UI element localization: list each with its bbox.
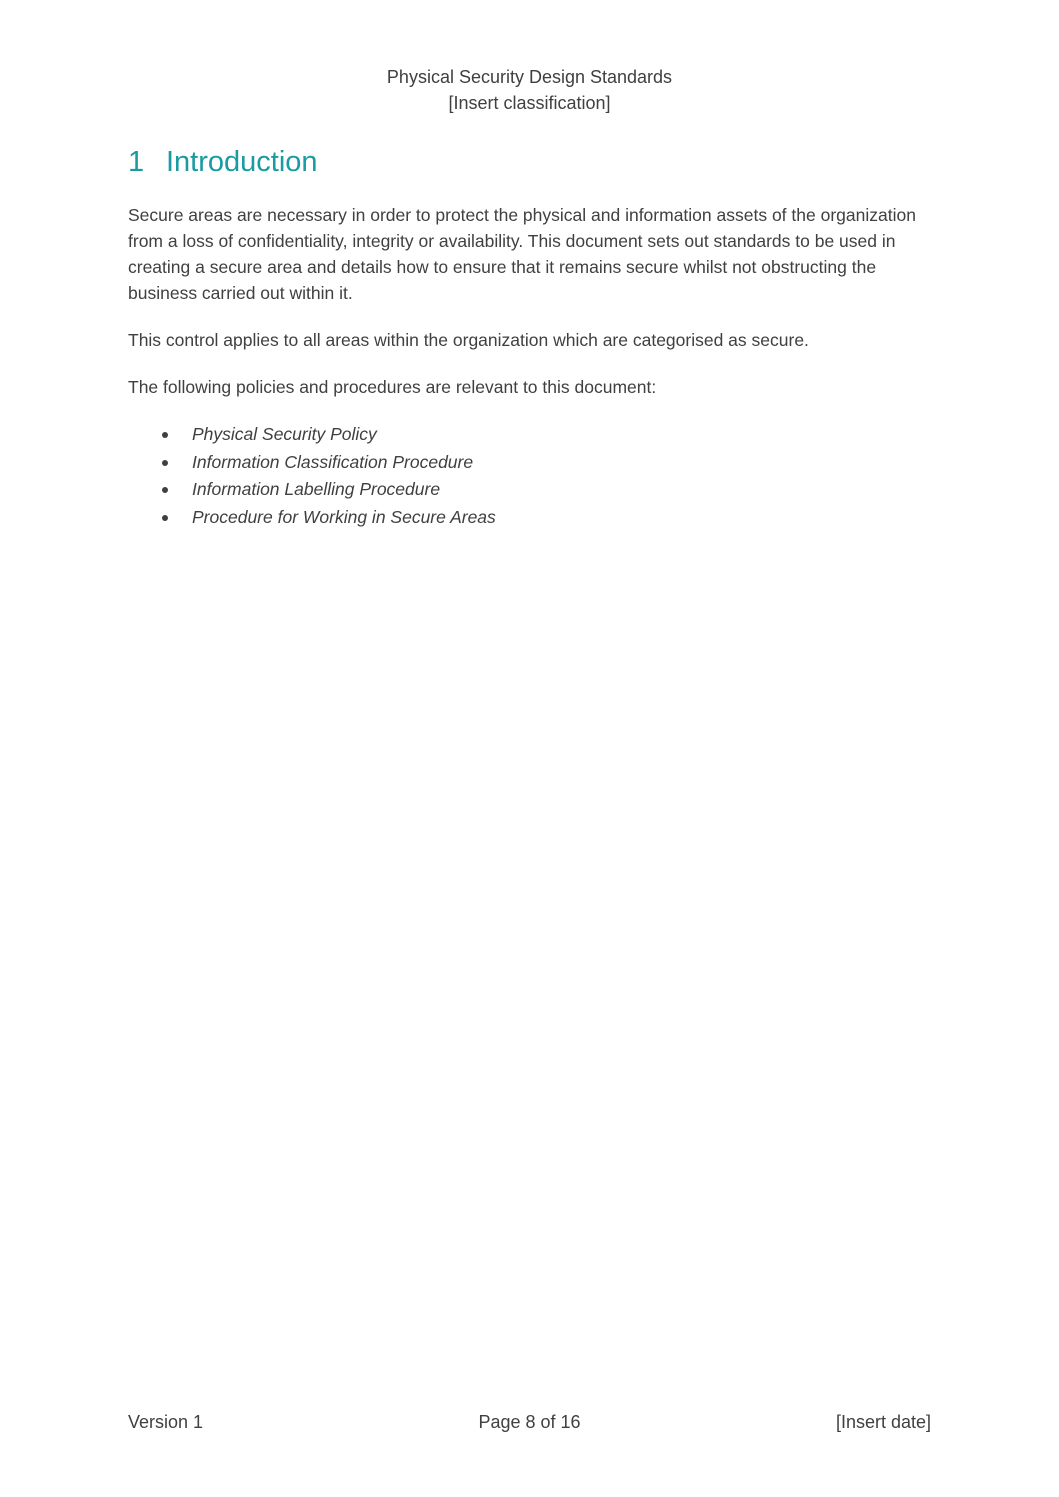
document-title: Physical Security Design Standards <box>386 67 673 87</box>
section-number: 1 <box>128 146 145 178</box>
section-heading <box>128 140 318 184</box>
bullet-icon <box>162 515 168 521</box>
page-number: Page 8 of 16 <box>478 1412 581 1432</box>
bullet-icon <box>162 432 168 438</box>
related-docs-intro: The following policies and procedures are relevant to this document: <box>128 377 657 397</box>
bullet-icon <box>162 487 168 493</box>
intro-paragraph: Secure areas are necessary in order to protect the physical and information assets of the organization from a loss of confidentiality, integrity or availability. This document sets out standards to be used in creating a secure area and details how to ensure that it remains secure whilst not obstructing the business carried out within it. <box>128 205 916 303</box>
version-label: Version 1 <box>128 1412 204 1432</box>
related-documents-list <box>128 421 928 531</box>
bullet-icon <box>162 460 168 466</box>
list-item <box>128 476 928 504</box>
section-title: Introduction <box>166 146 318 178</box>
list-item-text: Procedure for Working in Secure Areas <box>192 506 496 527</box>
scope-paragraph: This control applies to all areas within the organization which are categorised as secure. <box>128 330 809 350</box>
list-item-text: Information Labelling Procedure <box>192 479 441 499</box>
list-item <box>128 504 928 532</box>
document-classification: [Insert classification] <box>448 93 611 113</box>
list-item-text: Physical Security Policy <box>192 424 377 444</box>
list-item-text: Information Classification Procedure <box>192 451 474 472</box>
page-footer <box>128 1408 931 1436</box>
list-item <box>128 449 928 477</box>
date-label: [Insert date] <box>835 1412 931 1432</box>
body-content <box>128 202 928 531</box>
list-item <box>128 421 928 449</box>
page-header <box>0 64 1059 116</box>
